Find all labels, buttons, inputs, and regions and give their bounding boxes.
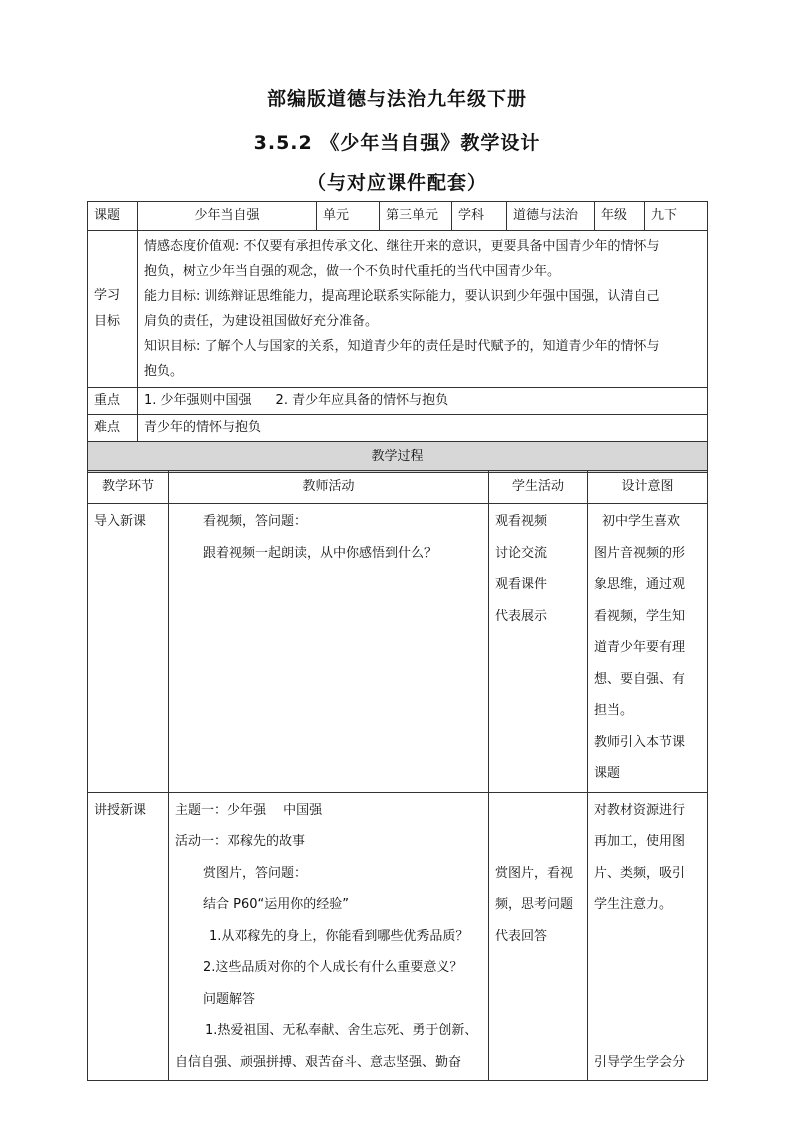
student-activity-cell	[489, 792, 588, 1081]
key-point-2: 2. 青少年应具备的情怀与抱负	[275, 393, 449, 408]
goal-knowledge-line2: 抱负。	[144, 364, 184, 379]
teacher-line: 跟着视频一起朗读，从中你感悟到什么？	[203, 545, 438, 561]
unit-value: 第三单元	[380, 202, 452, 231]
key-points-label: 重点	[88, 388, 138, 415]
stage-cell: 导入新课	[88, 504, 169, 793]
goal-affective-line1: 情感态度价值观: 不仅要有承担传承文化、继往开来的意识，更要具备中国青少年的情怀与	[144, 239, 660, 254]
header-intent: 设计意图	[588, 471, 708, 504]
difficulties-label: 难点	[88, 415, 138, 442]
teacher-line: 结合 P60“运用你的经验”	[203, 897, 349, 912]
teacher-line: 看视频，答问题：	[203, 514, 308, 529]
teacher-line: 赏图片，答问题：	[203, 865, 308, 881]
intent-line: 片、类频，吸引	[594, 865, 686, 881]
student-line: 观看视频	[495, 514, 548, 529]
teaching-process-table	[87, 470, 708, 1081]
goals-label: 学习 目标	[88, 231, 138, 388]
unit-label: 单元	[317, 202, 380, 231]
intent-line: 引导学生学会分	[594, 1054, 686, 1070]
intent-line: 象思维，通过观	[594, 577, 686, 592]
teacher-line: 自信自强、顽强拼搏、艰苦奋斗、意志坚强、勤奋	[175, 1054, 462, 1070]
subtitle: （与对应课件配套）	[306, 172, 487, 194]
table-row	[88, 792, 708, 1081]
intent-line: 学生注意力。	[594, 897, 673, 912]
lesson-info-table	[87, 201, 708, 473]
intent-line: 再加工，使用图	[594, 834, 686, 849]
teacher-line: 活动一：邓稼先的故事	[175, 834, 306, 849]
student-line: 讨论交流	[495, 545, 548, 561]
intent-line: 担当。	[594, 703, 634, 718]
header-stage: 教学环节	[88, 471, 169, 504]
goal-affective-line2: 抱负，树立少年当自强的观念，做一个不负时代重托的当代中国青少年。	[144, 264, 561, 279]
grade-value: 九下	[645, 202, 708, 231]
intent-line: 想、要自强、有	[594, 671, 686, 687]
student-activity-cell	[489, 504, 588, 793]
topic-value: 少年当自强	[138, 202, 317, 231]
grade-label: 年级	[595, 202, 645, 231]
difficulties-content: 青少年的情怀与抱负	[138, 415, 708, 442]
student-line: 观看课件	[495, 577, 548, 592]
header-student: 学生活动	[489, 471, 588, 504]
goals-content	[138, 231, 708, 388]
table-row	[88, 504, 708, 793]
goal-ability-line1: 能力目标: 训练辩证思维能力，提高理论联系实际能力，要认识到少年强中国强，认清自己	[144, 289, 660, 304]
intent-line: 教师引入本节课	[594, 734, 686, 750]
lesson-title: 3.5.2 《少年当自强》教学设计	[253, 132, 541, 154]
intent-line: 初中学生喜欢	[602, 514, 681, 529]
subject-value: 道德与法治	[507, 202, 595, 231]
teacher-line: 1.从邓稼先的身上，你能看到哪些优秀品质？	[209, 928, 469, 944]
header-teacher: 教师活动	[169, 471, 489, 504]
teacher-activity-cell	[169, 792, 489, 1081]
teacher-activity-cell	[169, 504, 489, 793]
subject-label: 学科	[452, 202, 507, 231]
document-title: 部编版道德与法治九年级下册	[266, 88, 527, 110]
student-line: 频，思考问题	[495, 897, 574, 912]
teacher-line: 主题一：少年强 中国强	[175, 802, 323, 818]
intent-cell	[588, 504, 708, 793]
intent-line: 道青少年要有理	[594, 640, 686, 655]
student-line: 赏图片，看视	[495, 865, 574, 881]
student-line: 代表回答	[495, 928, 548, 944]
goal-ability-line2: 肩负的责任，为建设祖国做好充分准备。	[144, 314, 379, 329]
teacher-line: 问题解答	[203, 991, 256, 1007]
process-section-title: 教学过程	[88, 442, 708, 473]
intent-line: 图片音视频的形	[594, 545, 686, 561]
teacher-line: 2.这些品质对你的个人成长有什么重要意义？	[203, 960, 463, 975]
teacher-line: 1.热爱祖国、无私奉献、舍生忘死、勇于创新、	[205, 1023, 478, 1038]
intent-line: 课题	[594, 766, 621, 781]
intent-line: 看视频，学生知	[594, 608, 686, 624]
student-line: 代表展示	[495, 608, 548, 624]
goal-knowledge-line1: 知识目标: 了解个人与国家的关系，知道青少年的责任是时代赋予的，知道青少年的情怀与	[144, 339, 660, 354]
stage-cell: 讲授新课	[88, 792, 169, 1081]
topic-label: 课题	[88, 202, 138, 231]
key-points-content	[138, 388, 708, 415]
key-point-1: 1. 少年强则中国强	[144, 393, 252, 408]
intent-line: 对教材资源进行	[594, 802, 686, 818]
intent-cell	[588, 792, 708, 1081]
